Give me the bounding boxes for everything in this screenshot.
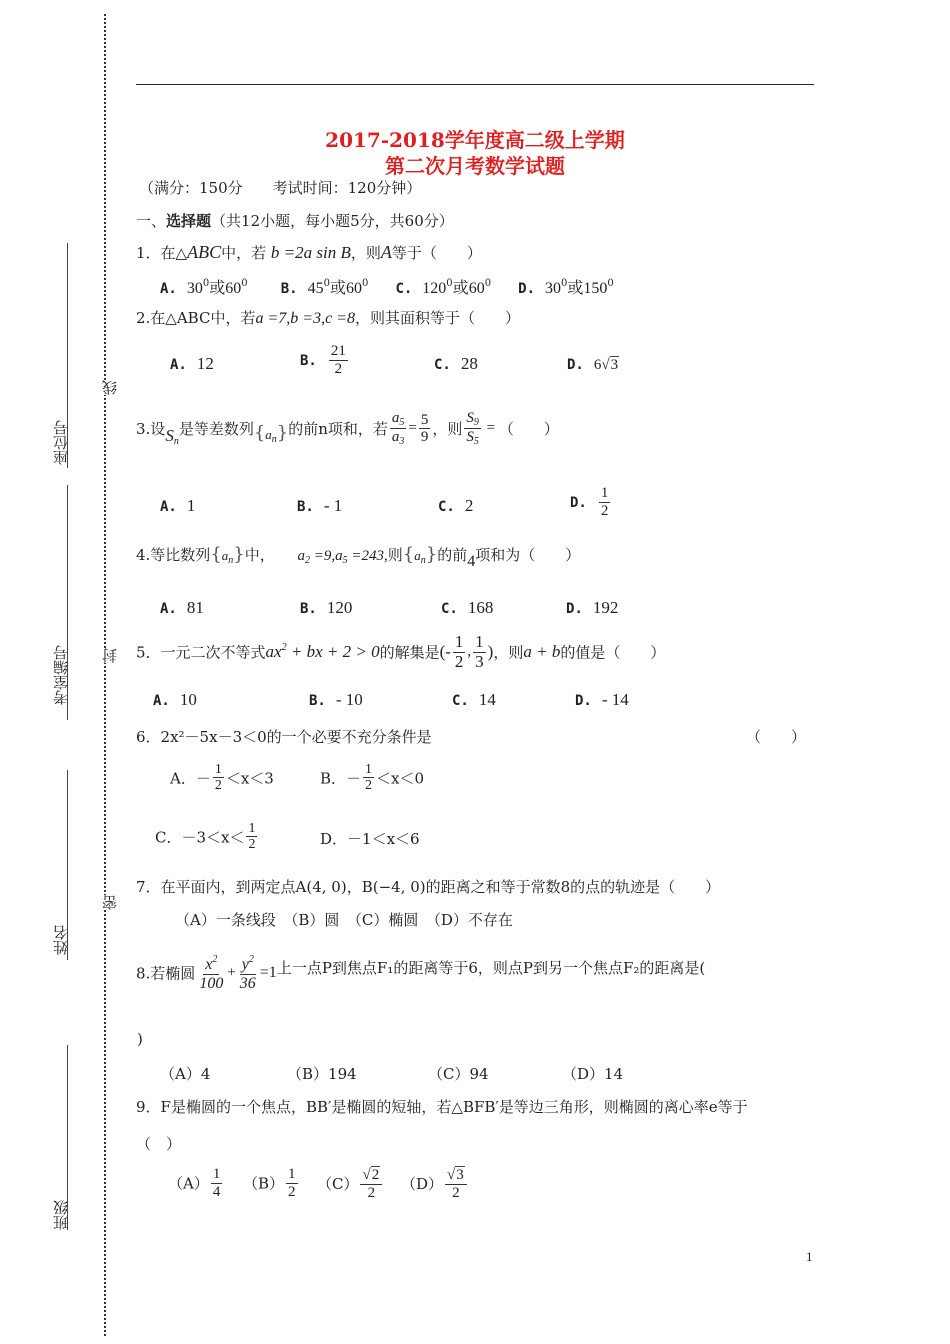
q1-option-c: C. $120^0$或$60^0$ [395,278,492,297]
q3-option-b: B. - 1 [297,496,343,515]
section-name: 选择题 [166,212,212,230]
q4-option-d: D. 192 [566,598,619,617]
q4-condition: $a_2 =9,a_5 =243$, [297,548,388,566]
q3-option-c: C. 2 [438,496,474,515]
q5-option-b: B. - 10 [309,690,363,709]
q2-option-b: B. $\frac{21}{2}$ [300,343,346,377]
section-desc: （共12小题，每小题5分，共60分） [211,212,454,230]
q9-option-b: （B） $\frac{1}{2}$ [243,1166,296,1200]
binding-mark-mi: 密 [101,895,119,910]
name-label: 姓名 [52,925,70,955]
page-number: 1 [806,1249,813,1264]
room-label: 考室编号 [52,645,70,705]
q6-option-a: A．－ $\frac{1}{2}$ ＜x＜3 [170,762,274,794]
q2-option-d: D. 6√3 [567,357,619,373]
q6-stem: 6．2x²－5x－3＜0的一个必要不充分条件是 [136,728,432,746]
q4-option-a: A. 81 [160,598,204,617]
q2-condition: a =7,b =3,c =8 [255,310,355,327]
q6-bracket: （ ） [746,728,807,746]
binding-mark-feng: 封 [101,648,119,663]
q6-option-c: C．－3＜x＜ $\frac{1}{2}$ [155,821,256,853]
q5-inequality: $ax^2$ + bx + 2 > 0 [265,642,380,662]
q3-stem: 3.设$S_n$是等差数列$\{a_n\}$的前n项和，若 $\frac{a_5}{a_3}$ = $\frac{5}{9}$ ，则 $\frac{S_9}{S_5}$ = （ ） [136,410,559,447]
q7-options: （A）一条线段 （B）圆 （C）椭圆 （D）不存在 [175,911,513,929]
q5-option-d: D. - 14 [575,690,629,709]
q9-bracket: （ ） [136,1135,182,1153]
q8-option-d: （D）14 [562,1065,624,1083]
q2-stem: 2.在△ABC中，若a =7,b =3,c =8，则其面积等于（ ） [136,309,520,327]
q3-option-d: D. $\frac{1}{2}$ [570,485,609,519]
q1-options [160,275,614,298]
q4-stem: 4.等比数列$\{a_n\}$中， $a_2 =9,a_5 =243$,则$\{a_n\}$的前4项和为（ ） [136,544,581,570]
q9-option-d: （D） $\frac{√3}{2}$ [401,1166,469,1201]
q1-option-d: D. $30^0$或$150^0$ [518,278,614,297]
title-line2: 第二次月考数学试题 [385,154,565,178]
q1-option-a: A. $30^0$或$60^0$ [160,278,248,297]
q6-option-b: B．－ $\frac{1}{2}$ ＜x＜0 [320,762,425,794]
q8-stem: 8.若椭圆 $\frac{x^2}{100}$ + $\frac{y^2}{36}$ =1上一点P到焦点F₁的距离等于6，则点P到另一个焦点F₂的距离是( [136,954,706,992]
q6-option-d: D．－1＜x＜6 [320,830,420,848]
q8-option-c: （C）94 [428,1065,489,1083]
q2-option-c: C. 28 [434,354,478,373]
q8-close: ) [137,1030,143,1048]
q4-option-c: C. 168 [441,598,494,617]
q5-option-c: C. 14 [452,690,496,709]
header-rule [136,84,814,85]
q2-option-a: A. 12 [170,354,214,373]
q7-stem: 7．在平面内，到两定点A(4, 0)，B(−4, 0)的距离之和等于常数8的点的轨迹是（ ） [136,878,721,896]
q8-option-b: （B）194 [287,1065,357,1083]
section-heading [136,210,454,231]
q1-stem: 1．在△ABC中，若 b =2a sin B，则A等于（ ） [136,242,482,262]
binding-mark-xian: 线 [101,380,119,395]
q9-stem: 9．F是椭圆的一个焦点，BB′是椭圆的短轴，若△BFB′是等边三角形，则椭圆的离心率e等于 [136,1098,748,1116]
q1-option-b: B. $45^0$或$60^0$ [280,278,369,297]
title-line1: 2017-2018学年度高二级上学期 [325,128,625,152]
q3-option-a: A. 1 [160,496,196,515]
section-prefix: 一、 [136,212,167,230]
q8-option-a: （A）4 [160,1065,211,1083]
q5-option-a: A. 10 [153,690,197,709]
q9-option-a: （A） $\frac{1}{4}$ [168,1166,221,1200]
seat-label: 座位号 [52,420,70,465]
class-label: 班级 [52,1200,70,1230]
exam-info: （满分：150分 考试时间：120分钟） [139,179,422,197]
q4-option-b: B. 120 [300,598,353,617]
q5-stem: 5．一元二次不等式$ax^2$ + bx + 2 > 0的解集是(- $\frac{1}{2}$ , $\frac{1}{3}$ )，则a + b的值是（ ） [136,632,666,671]
q1-condition: b =2a sin B [270,243,351,262]
q9-option-c: （C） $\frac{√2}{2}$ [317,1166,384,1201]
binding-dotted-line [104,14,106,1336]
